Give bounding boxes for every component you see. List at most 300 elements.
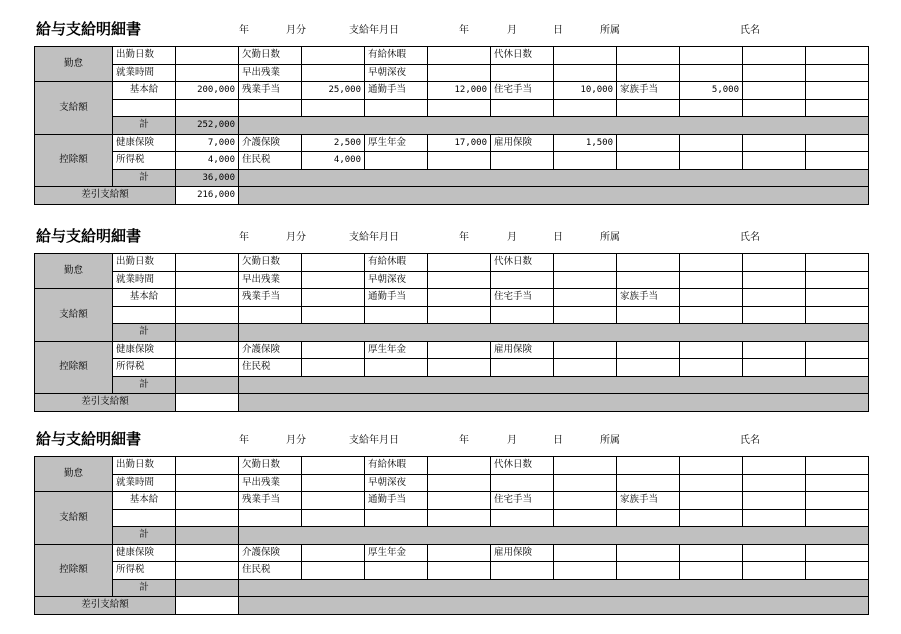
value-health-insurance[interactable] <box>176 544 239 562</box>
payments-category: 支給額 <box>35 289 113 342</box>
value-base-salary[interactable]: 200,000 <box>176 82 239 100</box>
empty-cell[interactable] <box>743 306 806 324</box>
header-name-label: 氏名 <box>740 435 760 446</box>
net-pay-filler <box>239 394 869 412</box>
header-month-part-label: 月分 <box>286 435 306 446</box>
value-early-overtime[interactable] <box>302 474 365 492</box>
payslip-title: 給与支給明細書 <box>36 227 142 245</box>
empty-cell[interactable] <box>617 254 680 272</box>
value-housing-allowance[interactable] <box>554 289 617 307</box>
deductions-row-1 <box>35 134 869 152</box>
attendance-row-1 <box>35 254 869 272</box>
empty-cell[interactable] <box>365 562 428 580</box>
payments-total-row <box>35 527 869 545</box>
value-paid-leave[interactable] <box>428 457 491 475</box>
value-pension[interactable] <box>428 544 491 562</box>
empty-cell[interactable] <box>302 509 365 527</box>
payments-total-filler <box>239 117 869 135</box>
empty-cell[interactable] <box>806 271 869 289</box>
empty-cell[interactable] <box>806 289 869 307</box>
value-employment-insurance[interactable] <box>554 544 617 562</box>
deductions-category: 控除額 <box>35 134 113 187</box>
empty-cell[interactable] <box>680 271 743 289</box>
label-income-tax: 所得税 <box>113 152 176 170</box>
label-housing-allowance: 住宅手当 <box>491 289 554 307</box>
label-base-salary: 基本給 <box>113 492 176 510</box>
label-comp-days: 代休日数 <box>491 457 554 475</box>
empty-cell[interactable] <box>680 99 743 117</box>
empty-cell[interactable] <box>491 474 554 492</box>
label-employment-insurance: 雇用保険 <box>491 341 554 359</box>
label-care-insurance: 介護保険 <box>239 544 302 562</box>
label-employment-insurance: 雇用保険 <box>491 134 554 152</box>
value-base-salary[interactable] <box>176 492 239 510</box>
payslip-table <box>34 253 869 412</box>
empty-cell[interactable] <box>428 99 491 117</box>
label-employment-insurance: 雇用保険 <box>491 544 554 562</box>
empty-cell[interactable] <box>176 99 239 117</box>
label-care-insurance: 介護保険 <box>239 341 302 359</box>
empty-cell[interactable] <box>302 99 365 117</box>
label-overtime-allowance: 残業手当 <box>239 82 302 100</box>
header-month2-label: 月 <box>507 25 517 36</box>
deductions-total-row <box>35 376 869 394</box>
label-paid-leave: 有給休暇 <box>365 254 428 272</box>
value-family-allowance[interactable] <box>680 289 743 307</box>
value-housing-allowance[interactable]: 10,000 <box>554 82 617 100</box>
empty-cell[interactable] <box>176 306 239 324</box>
net-pay-row <box>35 394 869 412</box>
empty-cell[interactable] <box>617 474 680 492</box>
empty-cell[interactable] <box>365 306 428 324</box>
payments-category: 支給額 <box>35 82 113 135</box>
empty-cell[interactable] <box>554 152 617 170</box>
empty-cell[interactable] <box>428 152 491 170</box>
deductions-category: 控除額 <box>35 544 113 597</box>
attendance-category: 勤怠 <box>35 457 113 492</box>
empty-cell[interactable] <box>365 509 428 527</box>
value-employment-insurance[interactable]: 1,500 <box>554 134 617 152</box>
label-early-overtime: 早出残業 <box>239 271 302 289</box>
label-absence-days: 欠勤日数 <box>239 254 302 272</box>
value-commute-allowance[interactable] <box>428 289 491 307</box>
value-overtime-allowance[interactable]: 25,000 <box>302 82 365 100</box>
empty-cell[interactable] <box>743 82 806 100</box>
empty-cell[interactable] <box>680 64 743 82</box>
value-absence-days[interactable] <box>302 457 365 475</box>
empty-cell[interactable] <box>680 562 743 580</box>
deductions-total-value <box>176 376 239 394</box>
value-resident-tax[interactable] <box>302 359 365 377</box>
payslip-2 <box>34 225 866 408</box>
empty-cell[interactable] <box>491 306 554 324</box>
empty-cell[interactable] <box>806 306 869 324</box>
empty-cell[interactable] <box>428 509 491 527</box>
value-health-insurance[interactable] <box>176 341 239 359</box>
deductions-total-filler <box>239 376 869 394</box>
value-pension[interactable]: 17,000 <box>428 134 491 152</box>
payslip-header <box>34 18 866 38</box>
header-dept-label: 所属 <box>600 232 620 243</box>
value-paid-leave[interactable] <box>428 254 491 272</box>
value-income-tax[interactable] <box>176 359 239 377</box>
label-pension: 厚生年金 <box>365 341 428 359</box>
label-pension: 厚生年金 <box>365 544 428 562</box>
empty-cell[interactable] <box>680 457 743 475</box>
empty-cell[interactable] <box>491 64 554 82</box>
label-income-tax: 所得税 <box>113 359 176 377</box>
value-attendance-days[interactable] <box>176 457 239 475</box>
empty-cell[interactable] <box>680 254 743 272</box>
payments-row-2 <box>35 99 869 117</box>
empty-cell[interactable] <box>554 474 617 492</box>
label-commute-allowance: 通勤手当 <box>365 492 428 510</box>
empty-cell[interactable] <box>617 341 680 359</box>
header-month-part-label: 月分 <box>286 25 306 36</box>
header-year2-label: 年 <box>459 25 469 36</box>
empty-cell[interactable] <box>806 254 869 272</box>
header-dept-label: 所属 <box>600 435 620 446</box>
empty-cell[interactable] <box>491 99 554 117</box>
empty-cell[interactable] <box>239 99 302 117</box>
value-overtime-allowance[interactable] <box>302 289 365 307</box>
value-comp-days[interactable] <box>554 457 617 475</box>
value-commute-allowance[interactable] <box>428 492 491 510</box>
value-income-tax[interactable] <box>176 562 239 580</box>
label-overtime-allowance: 残業手当 <box>239 492 302 510</box>
empty-cell[interactable] <box>617 271 680 289</box>
empty-cell[interactable] <box>743 562 806 580</box>
empty-cell[interactable] <box>428 306 491 324</box>
value-overtime-allowance[interactable] <box>302 492 365 510</box>
label-working-hours: 就業時間 <box>113 64 176 82</box>
label-care-insurance: 介護保険 <box>239 134 302 152</box>
value-attendance-days[interactable] <box>176 47 239 65</box>
empty-cell[interactable] <box>617 152 680 170</box>
label-comp-days: 代休日数 <box>491 254 554 272</box>
deductions-row-2 <box>35 152 869 170</box>
net-pay-filler <box>239 597 869 615</box>
empty-cell[interactable] <box>806 474 869 492</box>
label-attendance-days: 出勤日数 <box>113 47 176 65</box>
empty-cell[interactable] <box>680 509 743 527</box>
label-housing-allowance: 住宅手当 <box>491 492 554 510</box>
empty-cell[interactable] <box>491 359 554 377</box>
empty-cell[interactable] <box>680 152 743 170</box>
empty-cell[interactable] <box>491 562 554 580</box>
payments-row-1 <box>35 82 869 100</box>
empty-cell[interactable] <box>743 509 806 527</box>
label-comp-days: 代休日数 <box>491 47 554 65</box>
empty-cell[interactable] <box>617 562 680 580</box>
payments-row-2 <box>35 306 869 324</box>
payments-total-filler <box>239 527 869 545</box>
empty-cell[interactable] <box>743 254 806 272</box>
label-health-insurance: 健康保険 <box>113 134 176 152</box>
payments-row-1 <box>35 492 869 510</box>
empty-cell[interactable] <box>239 509 302 527</box>
empty-cell[interactable] <box>113 306 176 324</box>
payslip-header <box>34 428 866 448</box>
empty-cell[interactable] <box>176 509 239 527</box>
empty-cell[interactable] <box>743 134 806 152</box>
empty-cell[interactable] <box>743 544 806 562</box>
label-early-overtime: 早出残業 <box>239 474 302 492</box>
label-absence-days: 欠勤日数 <box>239 457 302 475</box>
value-income-tax[interactable]: 4,000 <box>176 152 239 170</box>
empty-cell[interactable] <box>680 306 743 324</box>
label-base-salary: 基本給 <box>113 82 176 100</box>
value-care-insurance[interactable] <box>302 341 365 359</box>
empty-cell[interactable] <box>680 341 743 359</box>
label-resident-tax: 住民税 <box>239 562 302 580</box>
label-housing-allowance: 住宅手当 <box>491 82 554 100</box>
empty-cell[interactable] <box>302 306 365 324</box>
empty-cell[interactable] <box>680 359 743 377</box>
value-commute-allowance[interactable]: 12,000 <box>428 82 491 100</box>
net-pay-row <box>35 187 869 205</box>
header-name-label: 氏名 <box>740 25 760 36</box>
empty-cell[interactable] <box>554 562 617 580</box>
value-health-insurance[interactable]: 7,000 <box>176 134 239 152</box>
header-dept-label: 所属 <box>600 25 620 36</box>
label-paid-leave: 有給休暇 <box>365 457 428 475</box>
empty-cell[interactable] <box>554 271 617 289</box>
empty-cell[interactable] <box>743 359 806 377</box>
payslip-1 <box>34 18 866 201</box>
header-year-label: 年 <box>239 25 249 36</box>
deductions-total-row <box>35 579 869 597</box>
label-early-overtime: 早出残業 <box>239 64 302 82</box>
payslip-table <box>34 46 869 205</box>
value-employment-insurance[interactable] <box>554 341 617 359</box>
value-family-allowance[interactable] <box>680 492 743 510</box>
value-pension[interactable] <box>428 341 491 359</box>
empty-cell[interactable] <box>743 47 806 65</box>
deductions-row-1 <box>35 341 869 359</box>
label-working-hours: 就業時間 <box>113 271 176 289</box>
empty-cell[interactable] <box>806 509 869 527</box>
label-early-late-night: 早朝深夜 <box>365 271 428 289</box>
deductions-total-value: 36,000 <box>176 169 239 187</box>
empty-cell[interactable] <box>491 152 554 170</box>
value-early-late-night[interactable] <box>428 474 491 492</box>
empty-cell[interactable] <box>680 544 743 562</box>
value-early-late-night[interactable] <box>428 64 491 82</box>
empty-cell[interactable] <box>743 289 806 307</box>
empty-cell[interactable] <box>554 306 617 324</box>
value-working-hours[interactable] <box>176 474 239 492</box>
empty-cell[interactable] <box>617 134 680 152</box>
label-absence-days: 欠勤日数 <box>239 47 302 65</box>
attendance-row-1 <box>35 47 869 65</box>
value-attendance-days[interactable] <box>176 254 239 272</box>
payments-total-value: 252,000 <box>176 117 239 135</box>
deductions-category: 控除額 <box>35 341 113 394</box>
label-attendance-days: 出勤日数 <box>113 254 176 272</box>
label-pension: 厚生年金 <box>365 134 428 152</box>
payments-total-label: 計 <box>113 324 176 342</box>
header-year-label: 年 <box>239 232 249 243</box>
label-commute-allowance: 通勤手当 <box>365 82 428 100</box>
empty-cell[interactable] <box>806 562 869 580</box>
empty-cell[interactable] <box>806 99 869 117</box>
deductions-total-filler <box>239 579 869 597</box>
empty-cell[interactable] <box>365 152 428 170</box>
empty-cell[interactable] <box>743 492 806 510</box>
deductions-total-label: 計 <box>113 579 176 597</box>
net-pay-label: 差引支給額 <box>35 394 176 412</box>
empty-cell[interactable] <box>806 492 869 510</box>
empty-cell[interactable] <box>554 64 617 82</box>
net-pay-label: 差引支給額 <box>35 187 176 205</box>
empty-cell[interactable] <box>428 359 491 377</box>
attendance-row-2 <box>35 271 869 289</box>
net-pay-filler <box>239 187 869 205</box>
empty-cell[interactable] <box>554 509 617 527</box>
attendance-row-2 <box>35 474 869 492</box>
empty-cell[interactable] <box>365 359 428 377</box>
label-commute-allowance: 通勤手当 <box>365 289 428 307</box>
empty-cell[interactable] <box>806 134 869 152</box>
header-pay-date-label: 支給年月日 <box>349 232 399 243</box>
empty-cell[interactable] <box>743 99 806 117</box>
empty-cell[interactable] <box>806 64 869 82</box>
empty-cell[interactable] <box>806 457 869 475</box>
label-health-insurance: 健康保険 <box>113 544 176 562</box>
attendance-category: 勤怠 <box>35 254 113 289</box>
empty-cell[interactable] <box>680 134 743 152</box>
empty-cell[interactable] <box>743 64 806 82</box>
empty-cell[interactable] <box>554 359 617 377</box>
deductions-row-2 <box>35 359 869 377</box>
value-working-hours[interactable] <box>176 64 239 82</box>
payslip-3 <box>34 428 866 611</box>
value-comp-days[interactable] <box>554 254 617 272</box>
label-working-hours: 就業時間 <box>113 474 176 492</box>
empty-cell[interactable] <box>806 359 869 377</box>
empty-cell[interactable] <box>743 152 806 170</box>
header-name-label: 氏名 <box>740 232 760 243</box>
empty-cell[interactable] <box>113 99 176 117</box>
payments-row-1 <box>35 289 869 307</box>
empty-cell[interactable] <box>680 474 743 492</box>
payments-total-row <box>35 324 869 342</box>
label-early-late-night: 早朝深夜 <box>365 64 428 82</box>
empty-cell[interactable] <box>743 341 806 359</box>
header-month2-label: 月 <box>507 232 517 243</box>
payments-total-label: 計 <box>113 117 176 135</box>
empty-cell[interactable] <box>113 509 176 527</box>
empty-cell[interactable] <box>806 544 869 562</box>
value-paid-leave[interactable] <box>428 47 491 65</box>
empty-cell[interactable] <box>617 99 680 117</box>
label-family-allowance: 家族手当 <box>617 492 680 510</box>
payslip-header <box>34 225 866 245</box>
value-early-overtime[interactable] <box>302 64 365 82</box>
value-housing-allowance[interactable] <box>554 492 617 510</box>
value-early-overtime[interactable] <box>302 271 365 289</box>
label-family-allowance: 家族手当 <box>617 82 680 100</box>
deductions-row-1 <box>35 544 869 562</box>
empty-cell[interactable] <box>554 99 617 117</box>
empty-cell[interactable] <box>617 457 680 475</box>
value-family-allowance[interactable]: 5,000 <box>680 82 743 100</box>
value-working-hours[interactable] <box>176 271 239 289</box>
value-base-salary[interactable] <box>176 289 239 307</box>
net-pay-label: 差引支給額 <box>35 597 176 615</box>
header-pay-date-label: 支給年月日 <box>349 25 399 36</box>
payments-category: 支給額 <box>35 492 113 545</box>
deductions-total-label: 計 <box>113 376 176 394</box>
label-resident-tax: 住民税 <box>239 152 302 170</box>
label-health-insurance: 健康保険 <box>113 341 176 359</box>
header-pay-date-label: 支給年月日 <box>349 435 399 446</box>
empty-cell[interactable] <box>491 271 554 289</box>
net-pay-row <box>35 597 869 615</box>
empty-cell[interactable] <box>617 544 680 562</box>
value-absence-days[interactable] <box>302 254 365 272</box>
label-overtime-allowance: 残業手当 <box>239 289 302 307</box>
empty-cell[interactable] <box>806 82 869 100</box>
value-care-insurance[interactable]: 2,500 <box>302 134 365 152</box>
deductions-row-2 <box>35 562 869 580</box>
payments-total-row <box>35 117 869 135</box>
label-early-late-night: 早朝深夜 <box>365 474 428 492</box>
empty-cell[interactable] <box>680 47 743 65</box>
header-month-part-label: 月分 <box>286 232 306 243</box>
payments-row-2 <box>35 509 869 527</box>
net-pay-value <box>176 394 239 412</box>
empty-cell[interactable] <box>743 271 806 289</box>
empty-cell[interactable] <box>617 509 680 527</box>
empty-cell[interactable] <box>806 47 869 65</box>
header-day-label: 日 <box>553 25 563 36</box>
empty-cell[interactable] <box>365 99 428 117</box>
payslip-title: 給与支給明細書 <box>36 20 142 38</box>
attendance-category: 勤怠 <box>35 47 113 82</box>
value-resident-tax[interactable] <box>302 562 365 580</box>
empty-cell[interactable] <box>743 457 806 475</box>
empty-cell[interactable] <box>617 306 680 324</box>
header-year2-label: 年 <box>459 232 469 243</box>
value-early-late-night[interactable] <box>428 271 491 289</box>
empty-cell[interactable] <box>806 152 869 170</box>
empty-cell[interactable] <box>428 562 491 580</box>
header-year-label: 年 <box>239 435 249 446</box>
empty-cell[interactable] <box>806 341 869 359</box>
value-resident-tax[interactable]: 4,000 <box>302 152 365 170</box>
empty-cell[interactable] <box>239 306 302 324</box>
value-care-insurance[interactable] <box>302 544 365 562</box>
empty-cell[interactable] <box>743 474 806 492</box>
empty-cell[interactable] <box>617 359 680 377</box>
empty-cell[interactable] <box>617 64 680 82</box>
header-day-label: 日 <box>553 435 563 446</box>
attendance-row-1 <box>35 457 869 475</box>
value-comp-days[interactable] <box>554 47 617 65</box>
payments-total-value <box>176 527 239 545</box>
value-absence-days[interactable] <box>302 47 365 65</box>
attendance-row-2 <box>35 64 869 82</box>
deductions-total-label: 計 <box>113 169 176 187</box>
empty-cell[interactable] <box>491 509 554 527</box>
label-paid-leave: 有給休暇 <box>365 47 428 65</box>
net-pay-value: 216,000 <box>176 187 239 205</box>
deductions-total-row <box>35 169 869 187</box>
deductions-total-value <box>176 579 239 597</box>
empty-cell[interactable] <box>617 47 680 65</box>
